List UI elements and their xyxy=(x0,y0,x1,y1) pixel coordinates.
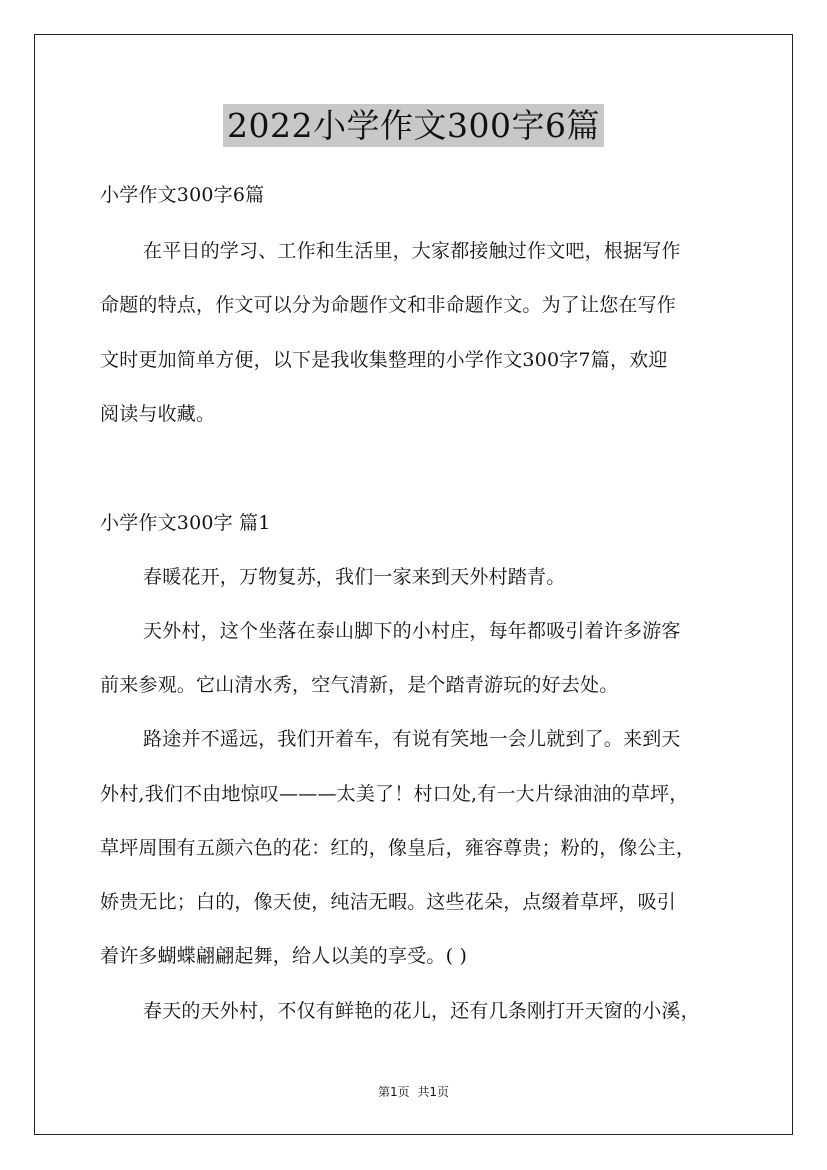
body-line: 春天的天外村，不仅有鲜艳的花儿，还有几条刚打开天窗的小溪， xyxy=(143,1000,700,1022)
body-line: 草坪周围有五颜六色的花：红的，像皇后，雍容尊贵；粉的，像公主， xyxy=(100,837,696,859)
title-text: 2022小学作文300字6篇 xyxy=(223,104,604,147)
body-line: 着许多蝴蝶翩翩起舞，给人以美的享受。( ) xyxy=(100,945,468,967)
document-title xyxy=(0,100,827,147)
body-line: 路途并不遥远，我们开着车，有说有笑地一会儿就到了。来到天 xyxy=(143,728,681,750)
body-line: 春暖花开，万物复苏，我们一家来到天外村踏青。 xyxy=(143,566,566,588)
intro-line: 文时更加简单方便，以下是我收集整理的小学作文300字7篇，欢迎 xyxy=(100,349,668,371)
body-line: 天外村，这个坐落在泰山脚下的小村庄，每年都吸引着许多游客 xyxy=(143,620,681,642)
page-footer xyxy=(0,1083,827,1100)
page-number: 第1页 xyxy=(377,1085,410,1099)
intro-line: 阅读与收藏。 xyxy=(100,403,216,425)
intro-line: 命题的特点，作文可以分为命题作文和非命题作文。为了让您在写作 xyxy=(100,294,677,316)
section-heading: 小学作文300字 篇1 xyxy=(100,512,271,534)
intro-line: 在平日的学习、工作和生活里，大家都接触过作文吧，根据写作 xyxy=(143,240,681,262)
body-line: 娇贵无比；白的，像天使，纯洁无暇。这些花朵，点缀着草坪，吸引 xyxy=(100,891,677,913)
page-total: 共1页 xyxy=(417,1085,450,1099)
subtitle: 小学作文300字6篇 xyxy=(100,184,265,206)
body-line: 前来参观。它山清水秀，空气清新，是个踏青游玩的好去处。 xyxy=(100,674,619,696)
body-line: 外村,我们不由地惊叹———太美了！村口处,有一大片绿油油的草坪， xyxy=(100,783,689,805)
